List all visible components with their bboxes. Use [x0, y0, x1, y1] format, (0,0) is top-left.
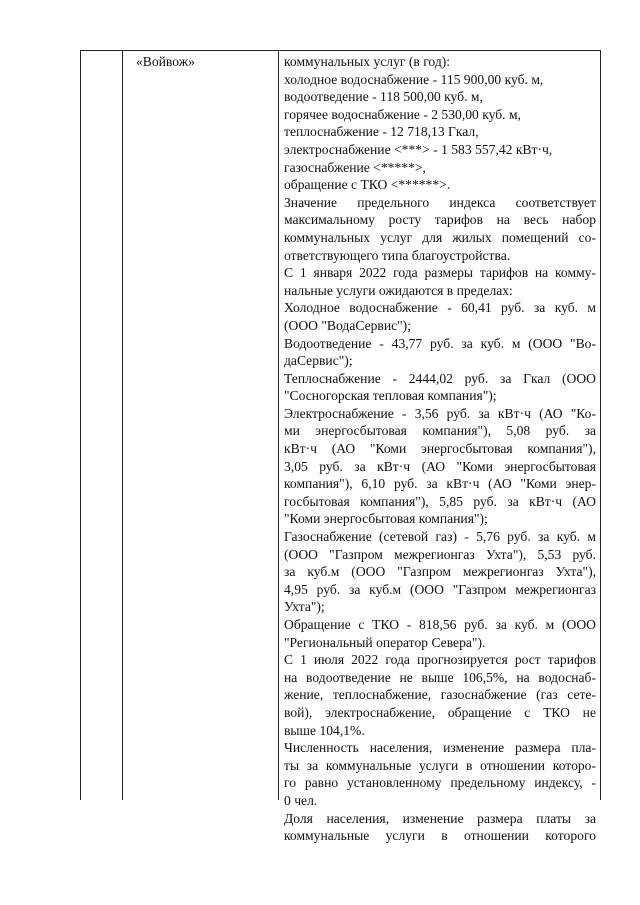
text-line: на водоотведение не выше 106,5%, на водоснаб- [284, 669, 596, 685]
text-line: (ООО "ВодаСервис"); [284, 317, 411, 333]
column-divider-2 [278, 51, 279, 800]
text-line: 4,95 руб. за куб.м (ООО "Газпром межрегионгаз [284, 581, 596, 597]
text-line: водоотведение - 118 500,00 куб. м, [284, 89, 483, 105]
text-line: обращение с ТКО <******>. [284, 177, 451, 193]
text-line: 0 чел. [284, 792, 318, 808]
column-divider-1 [122, 51, 123, 800]
text-line: нальные услуги ожидаются в пределах: [284, 282, 513, 298]
text-line: вой), электроснабжение, обращение с ТКО не [284, 704, 596, 720]
text-line: Электроснабжение - 3,56 руб. за кВт·ч (АО "Ко- [284, 405, 596, 421]
text-line: за куб.м (ООО "Газпром межрегионгаз Ухта"), [284, 564, 596, 580]
text-line: Газоснабжение (сетевой газ) - 5,76 руб. за куб. м [284, 529, 596, 545]
text-line: "Сосногорская тепловая компания"); [284, 388, 497, 404]
text-line: даСервис"); [284, 353, 353, 369]
text-line: холодное водоснабжение - 115 900,00 куб. м, [284, 71, 544, 87]
text-line: "Коми энергосбытовая компания"); [284, 511, 488, 527]
text-line: Доля населения, изменение размера платы за [284, 810, 596, 826]
text-line: С 1 января 2022 года размеры тарифов на комму- [284, 265, 596, 281]
text-line: ответствующего типа благоустройства. [284, 247, 511, 263]
text-line: (ООО "Газпром межрегионгаз Ухта"), 5,53 руб. [284, 546, 596, 562]
text-line: 3,05 руб. за кВт·ч (АО "Коми энергосбытовая [284, 458, 596, 474]
text-line: Теплоснабжение - 2444,02 руб. за Гкал (ООО [284, 370, 596, 386]
text-line: Холодное водоснабжение - 60,41 руб. за куб. м [284, 300, 596, 316]
text-line: компания"), 6,10 руб. за кВт·ч (АО "Коми энер- [284, 476, 596, 492]
text-line: Водоотведение - 43,77 руб. за куб. м (ООО "Во- [284, 335, 596, 351]
tariff-description [284, 53, 596, 845]
municipality-name: «Войвож» [136, 54, 195, 69]
text-line: выше 104,1%. [284, 722, 365, 738]
text-line: ми энергосбытовая компания"), 5,08 руб. за [284, 423, 596, 439]
text-line: "Региональный оператор Севера"). [284, 634, 486, 650]
text-line: жение, теплоснабжение, газоснабжение (газ сете- [284, 687, 596, 703]
text-line: Обращение с ТКО - 818,56 руб. за куб. м (ООО [284, 617, 596, 632]
text-line: кВт·ч (АО "Коми энергосбытовая компания"), [284, 441, 596, 457]
text-line: С 1 июля 2022 года прогнозируется рост тарифов [284, 652, 596, 668]
text-line: коммунальных услуг для жилых помещений со- [284, 229, 596, 245]
text-line: го равно установленному предельному индексу, - [284, 775, 596, 791]
text-line: госбытовая компания"), 5,85 руб. за кВт·ч (АО [284, 493, 596, 509]
tariff-table [80, 50, 601, 844]
text-line: газоснабжение <*****>, [284, 159, 426, 175]
text-line: Численность населения, изменение размера пла- [284, 740, 596, 756]
text-line: максимальному росту тарифов на весь набор [284, 212, 596, 228]
text-line: Ухта"); [284, 599, 325, 615]
text-line: теплоснабжение - 12 718,13 Гкал, [284, 124, 479, 140]
text-line: Значение предельного индекса соответствует [284, 194, 596, 210]
text-line: коммунальные услуги в отношении которого [284, 828, 596, 844]
text-line: горячее водоснабжение - 2 530,00 куб. м, [284, 106, 521, 122]
text-line: ты за коммунальные услуги в отношении которо- [284, 757, 596, 773]
text-line: электроснабжение <***> - 1 583 557,42 кВт·ч, [284, 141, 553, 157]
text-line: коммунальных услуг (в год): [284, 54, 451, 69]
